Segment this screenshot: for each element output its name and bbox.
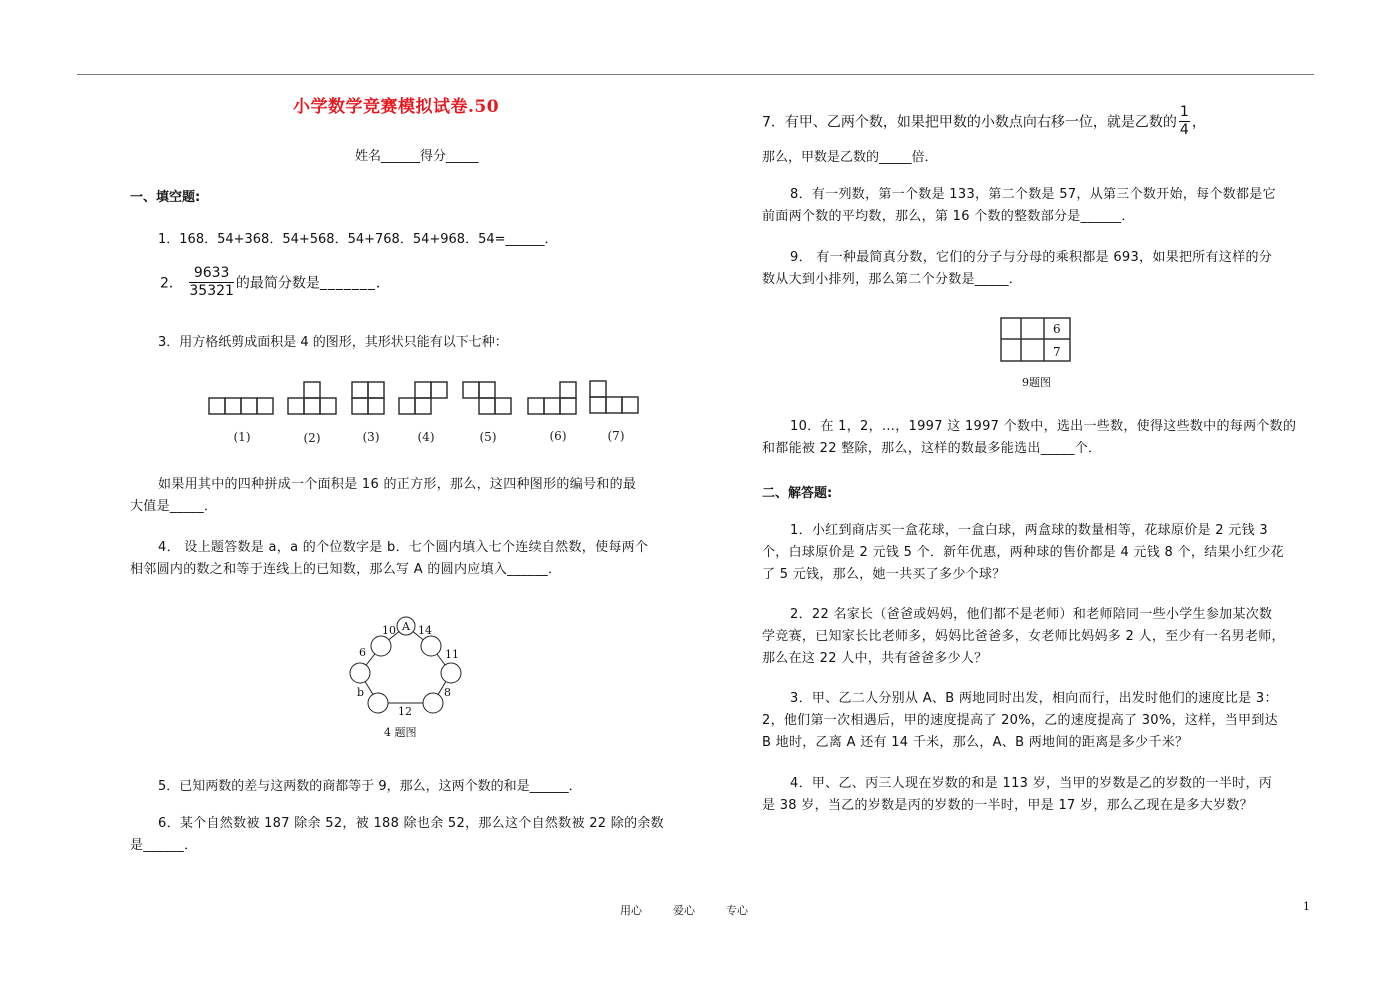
circle-node: [423, 693, 443, 713]
question-9: [762, 247, 1272, 291]
name-score-line: [355, 145, 479, 164]
solve-question-3-line2: 2，他们第一次相遇后，甲的速度提高了 20%，乙的速度提高了 30%，这样，当甲到达: [762, 713, 1278, 728]
name-blank: ______: [381, 149, 421, 164]
question-4: [130, 537, 648, 581]
question-9-line2: 数从大到小排列，那么第二个分数是_____．: [762, 272, 1023, 287]
edge-label: 8: [444, 686, 451, 699]
question-10: [762, 416, 1296, 460]
question-7-comma: ，: [1191, 114, 1206, 131]
grid-diagram: [995, 312, 1080, 392]
question-2-number: 2．: [160, 275, 183, 292]
question-4-line2: 相邻圆内的数之和等于连线上的已知数，那么写 A 的圆内应填入______．: [130, 562, 562, 577]
solve-question-2-line3: 那么在这 22 人中，共有爸爸多少人？: [762, 651, 988, 666]
score-blank: _____: [446, 149, 479, 164]
shape-label: (3): [362, 430, 380, 444]
fraction-numerator: 1: [1179, 104, 1189, 120]
question-8-line1: 8．有一列数，第一个数是 133，第二个数是 57，从第三个数开始，每个数都是它: [790, 187, 1276, 202]
question-7-line2: 那么，甲数是乙数的_____倍．: [762, 150, 938, 165]
shape-2-t-tetromino: [288, 382, 336, 414]
diagram-caption: 4 题图: [384, 726, 417, 739]
shape-1-i-tetromino: [209, 398, 273, 414]
question-7-text: 7．有甲、乙两个数，如果把甲数的小数点向右移一位，就是乙数的: [762, 114, 1177, 131]
question-10-line2: 和都能被 22 整除，那么，这样的数最多能选出_____个．: [762, 441, 1102, 456]
solve-question-1: [762, 520, 1284, 586]
circle-node: [350, 663, 370, 683]
shape-label: (7): [607, 429, 625, 443]
tetromino-shapes-figure: [200, 375, 650, 450]
solve-question-2: [762, 604, 1285, 670]
solve-question-3-line3: B 地时，乙离 A 还有 14 千米，那么，A、B 两地间的距离是多少千米？: [762, 735, 1189, 750]
shape-7-j-tetromino: [590, 381, 638, 413]
question-1: 1．168．54+368．54+568．54+768．54+968．54=______．: [158, 232, 558, 247]
question-2-blank: _______: [319, 274, 376, 291]
circle-ring-diagram: [340, 610, 480, 745]
fraction: [189, 265, 234, 300]
grid-caption: 9题图: [1022, 376, 1051, 389]
circle-node: [421, 636, 441, 656]
solve-question-3-line1: 3．甲、乙二人分别从 A、B 两地同时出发，相向而行，出发时他们的速度比是 3：: [790, 691, 1278, 706]
fraction-denominator: 35321: [189, 283, 234, 299]
question-3-followup: [130, 474, 636, 518]
footer-motto-2: 爱心: [673, 904, 695, 917]
solve-question-4-line1: 4．甲、乙、丙三人现在岁数的和是 113 岁，当甲的岁数是乙的岁数的一半时，丙: [790, 776, 1273, 791]
solve-question-4-line2: 是 38 岁，当乙的岁数是丙的岁数的一半时，甲是 17 岁，那么乙现在是多大岁数？: [762, 798, 1253, 813]
question-3-followup-line1: 如果用其中的四种拼成一个面积是 16 的正方形，那么，这四种图形的编号和的最: [158, 477, 637, 492]
footer-motto-1: 用心: [620, 904, 642, 917]
edge-label: 6: [359, 646, 366, 659]
edge-label: 12: [398, 705, 412, 718]
solve-question-1-line1: 1．小红到商店买一盒花球，一盒白球，两盒球的数量相等，花球原价是 2 元钱 3: [790, 523, 1268, 538]
section-heading-solve: 二、解答题:: [762, 486, 833, 501]
circle-node: [371, 636, 391, 656]
solve-question-2-line2: 学竞赛，已知家长比老师多，妈妈比爸爸多，女老师比妈妈多 2 人，至少有一名男老师，: [762, 629, 1285, 644]
fraction-denominator: 4: [1179, 122, 1189, 138]
question-2-text: 的最简分数是: [235, 275, 320, 292]
fraction: [1179, 104, 1190, 139]
footer-motto-3: 专心: [726, 904, 748, 917]
solve-question-3: [762, 688, 1278, 754]
shape-label: (4): [417, 430, 435, 444]
edge-label: b: [357, 686, 365, 699]
shape-3-o-tetromino: [352, 382, 384, 414]
question-6: [130, 813, 664, 857]
solve-question-1-line3: 了 5 元钱，那么，她一共买了多少个球？: [762, 567, 1006, 582]
question-3-followup-line2: 大值是_____．: [130, 499, 218, 514]
circle-node: [441, 663, 461, 683]
grid-cell-value: 7: [1053, 345, 1061, 359]
question-8-line2: 前面两个数的平均数，那么，第 16 个数的整数部分是______．: [762, 209, 1135, 224]
question-2: [160, 265, 390, 300]
section-heading-fill-in: 一、填空题:: [130, 190, 201, 205]
question-3: 3．用方格纸剪成面积是 4 的图形，其形状只能有以下七种：: [158, 335, 508, 350]
page-number: 1: [1303, 900, 1310, 913]
shape-label: (1): [233, 430, 251, 444]
question-6-line2: 是______．: [130, 838, 198, 853]
question-10-line1: 10．在 1，2，…，1997 这 1997 个数中，选出一些数，使得这些数中的每两个数的: [790, 419, 1297, 434]
shape-label: (5): [479, 430, 497, 444]
header-rule: [77, 74, 1314, 75]
question-4-line1: 4． 设上题答数是 a，a 的个位数字是 b．七个圆内填入七个连续自然数，使每两个: [158, 540, 649, 555]
question-6-line1: 6．某个自然数被 187 除余 52，被 188 除也余 52，那么这个自然数被 22 除的余数: [158, 816, 664, 831]
shape-label: (2): [303, 431, 321, 445]
circle-node: [368, 693, 388, 713]
circle-a-label: A: [402, 620, 410, 633]
grid-cell-value: 6: [1053, 322, 1061, 336]
question-8: [762, 184, 1276, 228]
question-2-end: ．: [375, 275, 390, 292]
shape-label: (6): [549, 429, 567, 443]
shape-5-z-tetromino: [463, 382, 511, 414]
solve-question-4: [762, 773, 1272, 817]
shape-6-l-tetromino: [528, 382, 576, 414]
question-7-line1: [762, 104, 1206, 139]
question-9-line1: 9． 有一种最简真分数，它们的分子与分母的乘积都是 693，如果把所有这样的分: [790, 250, 1273, 265]
shape-4-s-tetromino: [399, 382, 447, 414]
edge-label: 11: [445, 648, 459, 661]
solve-question-1-line2: 个，白球原价是 2 元钱 5 个．新年优惠，两种球的售价都是 4 元钱 8 个，结果小红少花: [762, 545, 1284, 560]
footer-motto: [620, 902, 748, 918]
name-label: 姓名: [355, 149, 382, 164]
score-label: 得分: [420, 149, 447, 164]
page-title: 小学数学竞赛模拟试卷.50: [293, 97, 500, 117]
edge-label: 14: [418, 624, 432, 637]
question-5: 5．已知两数的差与这两数的商都等于 9，那么，这两个数的和是______．: [158, 779, 582, 794]
fraction-numerator: 9633: [189, 265, 234, 283]
solve-question-2-line1: 2．22 名家长（爸爸或妈妈，他们都不是老师）和老师陪同一些小学生参加某次数: [790, 607, 1273, 622]
edge-label: 10: [382, 624, 396, 637]
